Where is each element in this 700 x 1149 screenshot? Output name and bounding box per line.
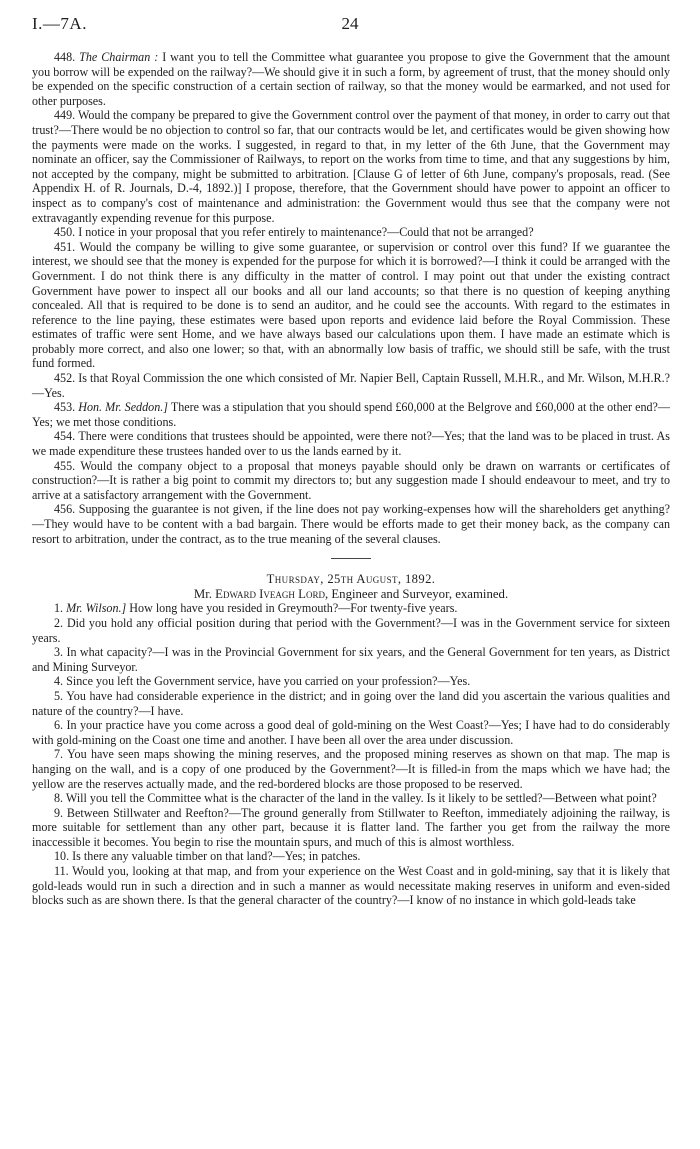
section-divider <box>331 558 371 559</box>
question-number: 5. <box>54 688 64 703</box>
question-text: Would the company be prepared to give the Government control over the payment of that money, in order to carry out that trust?—There would be no objection to control so far, that our contracts would be let, and certificates would be given showing how the payments were made on the works. I suggested, in regard to that, in my letter of the 6th June, that the Government may nominate an officer, say the Commissioner of Railways, to report on the works from time to time, and that any suggestions by him, not accepted by the company, might be submitted to arbitration. [Clause G of letter of 6th June, company's proposals, read. (See Appendix H. of R. Journals, D.-4, 1892.)] I propose, therefore, that the Government should have power to appoint an officer to inspect as to company's cost of maintenance and administration: the Government would thus see that the company were not extravagantly expending revenue for this purpose. <box>32 108 670 225</box>
question-text: You have seen maps showing the mining reserves, and the proposed mining reserves as shown on that map. The map is hanging on the wall, and is a copy of one produced by the Government?—It is filled-in from the maps which we have had; the yellow are the reserves actually made, and the red-bordered blocks are those proposed to be reserved. <box>32 747 671 791</box>
speaker-label: Mr. Wilson.] <box>66 601 127 616</box>
question-number: 449. <box>54 108 76 123</box>
question-paragraph <box>32 225 670 240</box>
question-number: 11. <box>54 864 69 879</box>
document-body <box>32 50 670 908</box>
question-paragraph <box>32 459 670 503</box>
question-text: Will you tell the Committee what is the character of the land in the valley. Is it likely to be settled?—Between what point? <box>65 791 657 806</box>
question-number: 454. <box>54 429 76 444</box>
question-paragraph <box>32 400 670 429</box>
question-number: 451. <box>54 239 76 254</box>
question-number: 7. <box>54 747 64 762</box>
question-number: 1. <box>54 601 64 616</box>
question-text: Supposing the guarantee is not given, if the line does not pay working-expenses how will the shareholders get anything?—They would have to be content with a bad bargain. There would be efforts made to get their money back, as the company can resort to arbitration, under the contract, as to the true meaning of the several clauses. <box>32 502 670 546</box>
question-text: Would the company be willing to give some guarantee, or supervision or control over this fund? If we guarantee the interest, we should see that the money is expended for the purpose for which it is borrowed?—I think it could be arranged with the Government. I do not think there is any difficulty in the matter of control. I may point out that under the existing contract Government have power to inspect all our books and all our land accounts; so that there is no question of keeping anything concealed. All that is required to be done is to send an auditor, and he could see the accounts. With regard to the estimates in reference to the line paying, these estimates were based upon reports and evidence laid before the Royal Commission. These estimates of traffic were sent Home, and we have always based our calculations upon them. I have made an estimate which is probably more correct, and also one lower; so that, with an abnormally low basis of traffic, we should still be safe, with the trust fund formed. <box>32 239 670 371</box>
question-number: 448. <box>54 50 76 64</box>
question-number: 3. <box>54 645 64 660</box>
question-paragraph <box>32 50 670 108</box>
question-text: There were conditions that trustees should be appointed, were there not?—Yes; that the land was to be placed in trust. As we made expenditure these trustees handed over to us the lands earned by it. <box>32 429 671 459</box>
question-text: Since you left the Government service, have you carried on your profession?—Yes. <box>66 674 471 689</box>
question-number: 10. <box>54 849 70 864</box>
testimony-section-1 <box>32 50 670 546</box>
page-header <box>32 14 668 40</box>
witness-prefix: Mr. <box>193 586 216 601</box>
witness-name: Edward Iveagh Lord <box>215 586 325 601</box>
question-text: Would you, looking at that map, and from your experience on the West Coast and in gold-mining, say that it is likely that gold-leads would run in such a direction and in such a manner as would necessitate making reserves in uniform and even-sided blocks such as are shown there. Is that the general character of the country?—I know of no instance in which gold-leads take <box>32 864 670 908</box>
question-paragraph <box>32 674 670 689</box>
question-number: 6. <box>54 718 64 733</box>
question-paragraph <box>32 645 670 674</box>
question-number: 450. <box>54 225 76 240</box>
question-number: 453. <box>54 400 76 415</box>
question-paragraph <box>32 791 670 806</box>
question-number: 456. <box>54 502 76 517</box>
question-text: Did you hold any official position during that period with the Government?—I was in the Government service for sixteen years. <box>32 615 670 645</box>
speaker-label: Hon. Mr. Seddon.] <box>78 400 168 415</box>
question-paragraph <box>32 240 670 371</box>
question-paragraph <box>32 601 670 616</box>
page-number: 24 <box>341 14 359 33</box>
witness-heading <box>32 587 670 602</box>
witness-suffix: , Engineer and Surveyor, examined. <box>324 586 509 601</box>
question-number: 452. <box>54 371 76 386</box>
question-number: 2. <box>54 615 64 630</box>
testimony-section-2 <box>32 601 670 907</box>
question-paragraph <box>32 108 670 225</box>
question-text: There was a stipulation that you should spend £60,000 at the Belgrove and £60,000 at the other end?—Yes; we met those conditions. <box>32 400 670 429</box>
question-text: Between Stillwater and Reefton?—The ground generally from Stillwater to Reefton, immediately adjoining the railway, is more suitable for settlement than any other part, because it is flatter land. The farther you get from the railway the more inaccessible it becomes. You begin to rise the mountain spurs, and much of this is almost worthless. <box>32 805 670 849</box>
question-paragraph <box>32 806 670 850</box>
question-text: Is that Royal Commission the one which consisted of Mr. Napier Bell, Captain Russell, M.H.R., and Mr. Wilson, M.H.R.?—Yes. <box>32 371 670 400</box>
question-paragraph <box>32 864 670 908</box>
question-paragraph <box>32 502 670 546</box>
question-text: Is there any valuable timber on that land?—Yes; in patches. <box>72 849 361 864</box>
question-paragraph <box>32 689 670 718</box>
question-paragraph <box>32 371 670 400</box>
question-text: I want you to tell the Committee what guarantee you propose to give the Government that the amount you borrow will be expended on the railway?—We should give it in such a form, by agreement of trust, that the money should only be expended on the specific construction of a certain section of railway, so that the money would be earmarked, and not used for other purposes. <box>32 50 670 108</box>
session-date: Thursday, 25th August, 1892. <box>266 572 436 587</box>
question-number: 8. <box>54 791 64 806</box>
question-text: How long have you resided in Greymouth?—For twenty-five years. <box>126 601 458 616</box>
question-text: In your practice have you come across a good deal of gold-mining on the West Coast?—Yes; I have had to do considerably with gold-mining on the Coast one time and another. I have been all over the area under discussion. <box>32 718 670 747</box>
question-number: 4. <box>54 674 64 689</box>
question-text: Would the company object to a proposal that moneys payable should only be drawn on warrants or certificates of construction?—It is rather a big point to commit my directors to; but any suggestion made I should endeavour to meet, and try to arrive at a satisfactory arrangement with the Government. <box>32 458 670 502</box>
question-number: 455. <box>54 458 76 473</box>
question-text: You have had considerable experience in the district; and in going over the land did you ascertain the various qualities and nature of the country?—I have. <box>32 688 670 718</box>
document-reference: I.—7A. <box>32 14 87 33</box>
speaker-label: The Chairman : <box>79 50 159 64</box>
question-paragraph <box>32 849 670 864</box>
question-number: 9. <box>54 805 64 820</box>
question-text: In what capacity?—I was in the Provincial Government for six years, and the General Government for ten years, as District and Mining Surveyor. <box>32 645 670 674</box>
question-paragraph <box>32 718 670 747</box>
question-paragraph <box>32 616 670 645</box>
question-paragraph <box>32 747 670 791</box>
question-text: I notice in your proposal that you refer entirely to maintenance?—Could that not be arranged? <box>78 225 534 240</box>
question-paragraph <box>32 429 670 458</box>
